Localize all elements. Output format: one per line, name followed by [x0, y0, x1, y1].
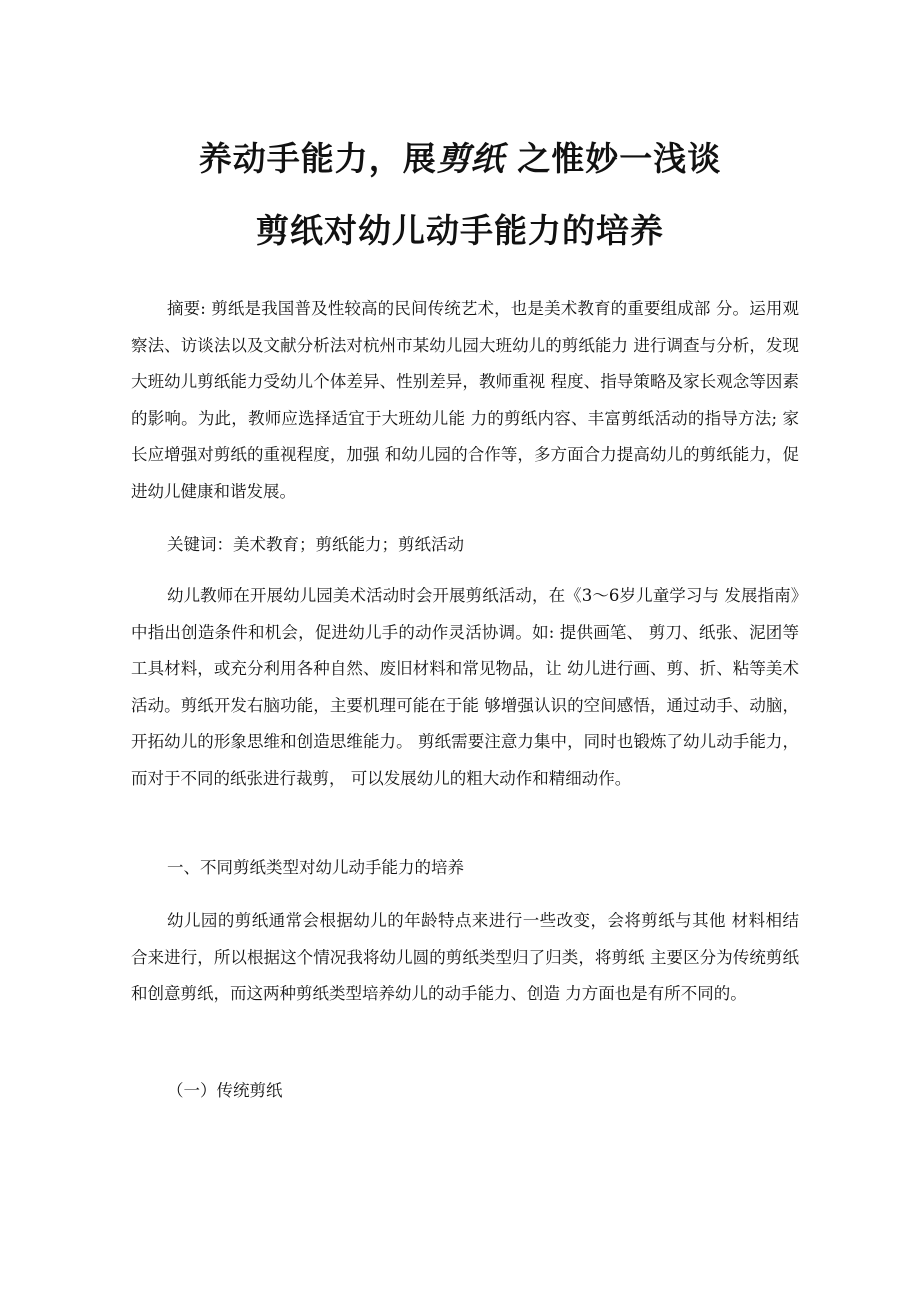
section-1-heading: 一、不同剪纸类型对幼儿动手能力的培养	[167, 858, 464, 877]
title-line-1-end: 之惟妙一浅谈	[504, 139, 722, 179]
subsection-1-heading: （一）传统剪纸	[167, 1081, 283, 1100]
abstract-paragraph: 摘要: 剪纸是我国普及性较高的民间传统艺术，也是美术教育的重要组成部 分。运用观察法、访谈法以及文献分析法对杭州市某幼儿园大班幼儿的剪纸能力 进行调查与分析，发现大班幼儿剪纸能力受幼儿个体差异、性别差异，教师重视 程度、指导策略及家长观念等因素的影响。为此，教师应选择适宜于大班幼儿能 力的剪纸内容、丰富剪纸活动的指导方法; 家长应增强对剪纸的重视程度，加强 和幼儿园的合作等，多方面合力提高幼儿的剪纸能力，促进幼儿健康和谐发展。	[131, 299, 799, 501]
title-line-1-italic: 剪纸	[436, 139, 505, 179]
intro-paragraph: 幼儿教师在开展幼儿园美术活动时会开展剪纸活动，在《3〜6岁儿童学习与 发展指南》中指出创造条件和机会，促进幼儿手的动作灵活协调。如: 提供画笔、 剪刀、纸张、泥团等工具材料，或充分利用各种自然、废旧材料和常见物品，让 幼儿进行画、剪、折、粘等美术活动。剪纸开发右脑功能，主要机理可能在于能 够增强认识的空间感悟，通过动手、动脑，开拓幼儿的形象思维和创造思维能力。 剪纸需要注意力集中，同时也锻炼了幼儿动手能力，而对于不同的纸张进行裁剪， 可以发展幼儿的粗大动作和精细动作。	[131, 586, 799, 788]
section-1-paragraph: 幼儿园的剪纸通常会根据幼儿的年龄特点来进行一些改变，会将剪纸与其他 材料相结合来进行，所以根据这个情况我将幼儿圆的剪纸类型归了归类，将剪纸 主要区分为传统剪纸和创意剪纸，而这两种剪纸类型培养幼儿的动手能力、创造 力方面也是有所不同的。	[131, 911, 799, 1004]
document-title-line-1	[0, 139, 920, 179]
keywords-line: 关键词：美术教育；剪纸能力；剪纸活动	[167, 535, 464, 554]
document-title-line-2: 剪纸对幼儿动手能力的培养	[256, 211, 664, 251]
title-line-1-start: 养动手能力，展	[198, 139, 437, 179]
